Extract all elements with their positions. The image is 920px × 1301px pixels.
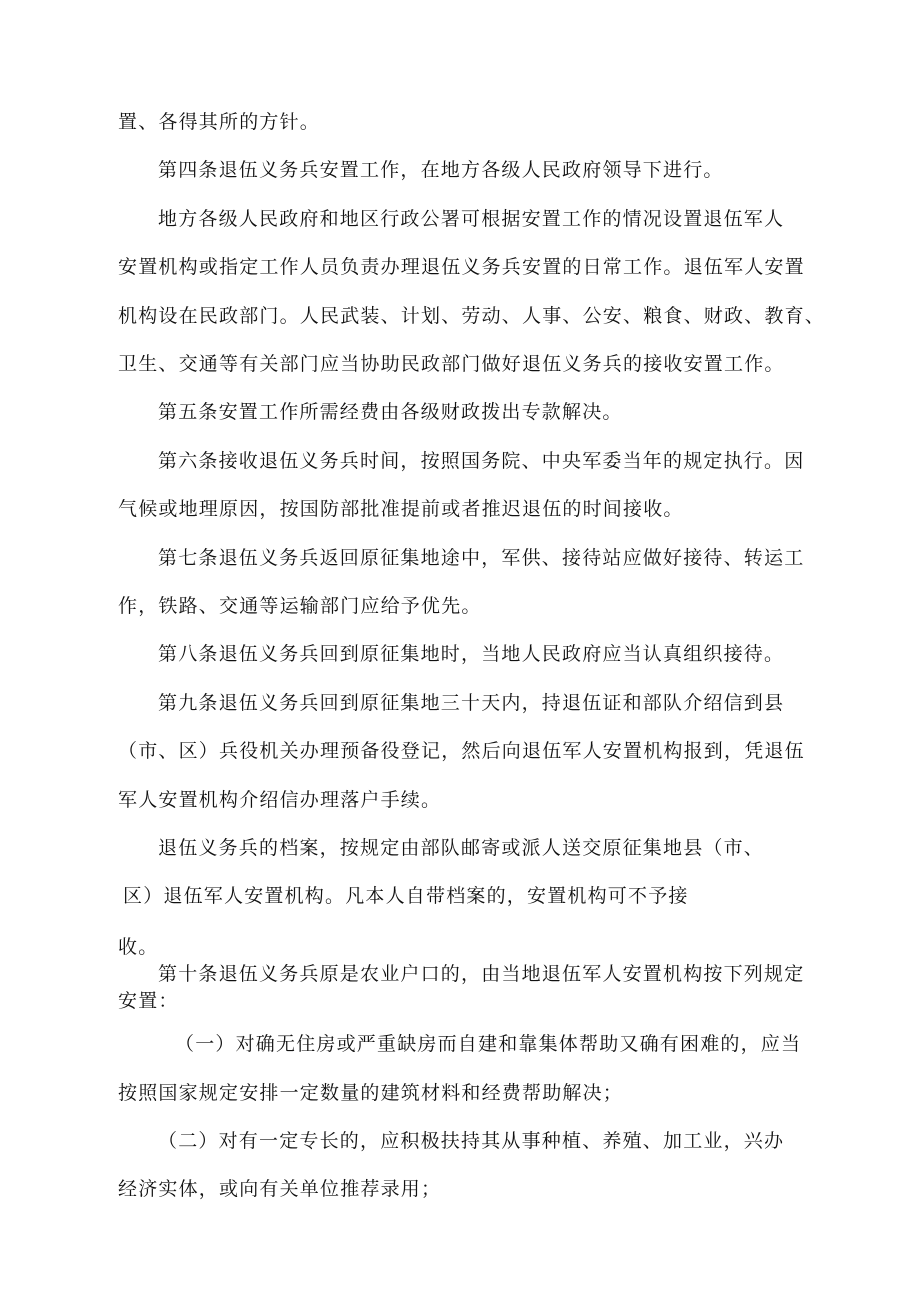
paragraph-line: 气候或地理原因，按国防部批准提前或者推迟退伍的时间接收。 <box>118 498 684 520</box>
paragraph-line: （市、区）兵役机关办理预备役登记，然后向退伍军人安置机构报到，凭退伍 <box>118 740 805 762</box>
text-line: 置、各得其所的方针。 <box>118 111 321 133</box>
article-4: 第四条退伍义务兵安置工作，在地方各级人民政府领导下进行。 <box>158 159 724 181</box>
article-6: 第六条接收退伍义务兵时间，按照国务院、中央军委当年的规定执行。因 <box>158 450 805 472</box>
paragraph-line: 军人安置机构介绍信办理落户手续。 <box>118 789 442 811</box>
article-8: 第八条退伍义务兵回到原征集地时，当地人民政府应当认真组织接待。 <box>158 643 785 665</box>
paragraph-line: 作，铁路、交通等运输部门应给予优先。 <box>118 595 482 617</box>
list-item-2: （二）对有一定专长的，应积极扶持其从事种植、养殖、加工业，兴办 <box>158 1130 785 1152</box>
paragraph-line: 区）退伍军人安置机构。凡本人自带档案的，安置机构可不予接 <box>123 885 689 907</box>
paragraph-line: 安置： <box>118 990 179 1012</box>
paragraph-line: 机构设在民政部门。人民武装、计划、劳动、人事、公安、粮食、财政、教育、 <box>118 305 826 327</box>
article-7: 第七条退伍义务兵返回原征集地途中，军供、接待站应做好接待、转运工 <box>158 547 805 569</box>
article-5: 第五条安置工作所需经费由各级财政拨出专款解决。 <box>158 401 623 423</box>
article-9: 第九条退伍义务兵回到原征集地三十天内，持退伍证和部队介绍信到县 <box>158 692 785 714</box>
paragraph-line: 经济实体，或向有关单位推荐录用； <box>118 1178 442 1200</box>
paragraph-line: 按照国家规定安排一定数量的建筑材料和经费帮助解决； <box>118 1082 624 1104</box>
paragraph-line: 退伍义务兵的档案，按规定由部队邮寄或派人送交原征集地县（市、 <box>158 837 765 859</box>
paragraph-line: 地方各级人民政府和地区行政公署可根据安置工作的情况设置退伍军人 <box>158 208 785 230</box>
paragraph-line: 收。 <box>118 936 159 958</box>
list-item-1: （一）对确无住房或严重缺房而自建和靠集体帮助又确有困难的，应当 <box>175 1033 802 1055</box>
paragraph-line: 卫生、交通等有关部门应当协助民政部门做好退伍义务兵的接收安置工作。 <box>118 353 785 375</box>
paragraph-line: 安置机构或指定工作人员负责办理退伍义务兵安置的日常工作。退伍军人安置 <box>118 256 805 278</box>
article-10: 第十条退伍义务兵原是农业户口的，由当地退伍军人安置机构按下列规定 <box>158 963 805 985</box>
